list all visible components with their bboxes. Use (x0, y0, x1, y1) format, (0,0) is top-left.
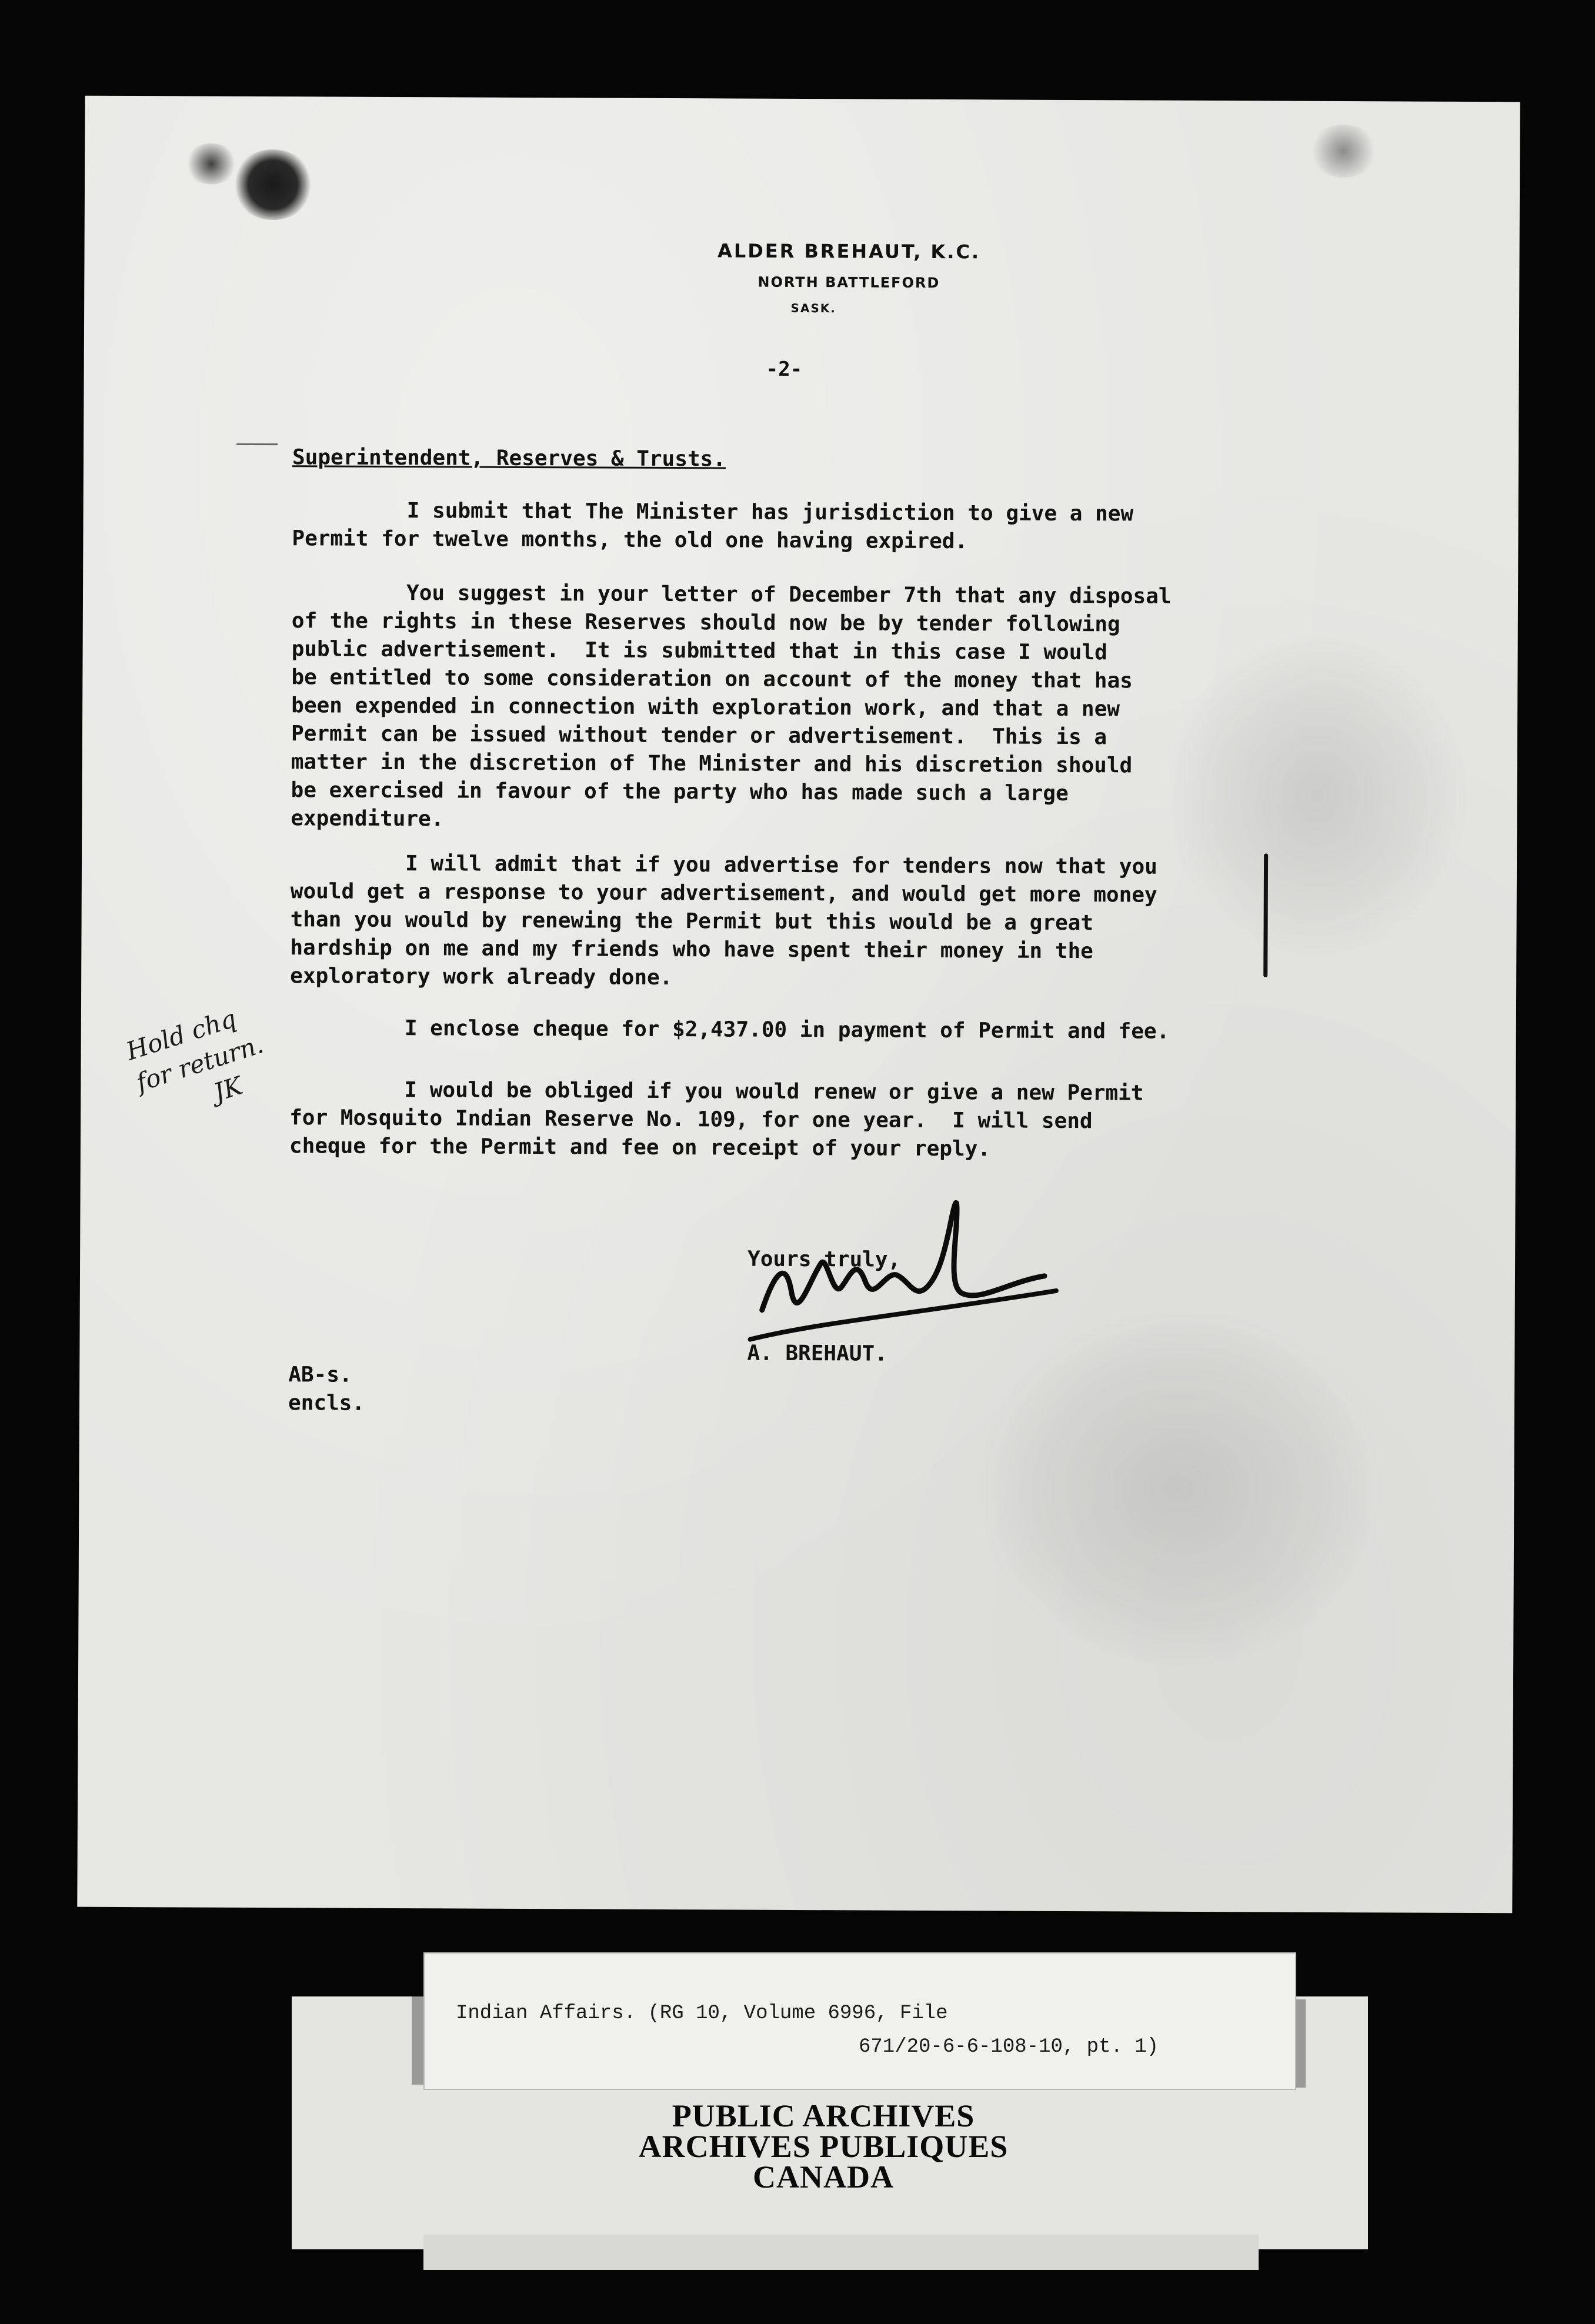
paragraph-tender: You suggest in your letter of December 7th that any disposal of the rights in these Reserves should now be by tender following public advertisement. It is submitted that in this case I would be entitled to some consideration on account of the money that has been expended in connection with exploration work, and that a new Permit can be issued without tender or advertisement. This is a matter in the discretion of The Minister and his discretion should be exercised in favour of the party who has made such a large expenditure. (291, 580, 1172, 832)
faded-stamp-upper (1163, 630, 1470, 960)
page-number: -2- (766, 357, 803, 382)
letter-page (77, 96, 1520, 1914)
ink-smudge (185, 143, 238, 184)
letterhead-province: SASK. (790, 300, 836, 316)
archives-stamp-line-2: ARCHIVES PUBLIQUES (638, 2129, 1009, 2164)
signature (738, 1187, 1068, 1364)
margin-mark (236, 443, 278, 445)
paper-damage (1308, 125, 1379, 178)
paragraph-cheque: I enclose cheque for $2,437.00 in payment of Permit and fee. (289, 1016, 1170, 1044)
paragraph-jurisdiction: I submit that The Minister has jurisdiction to give a new Permit for twelve months, the old one having expired. (292, 498, 1134, 554)
archives-stamp (529, 2098, 1117, 2195)
letterhead-name: ALDER BREHAUT, K.C. (718, 239, 981, 263)
closing: Yours truly, (748, 1247, 901, 1272)
archives-stamp-line-3: CANADA (753, 2159, 894, 2195)
archive-reference-line-1: Indian Affairs. (RG 10, Volume 6996, File (456, 2002, 948, 2025)
archives-stamp-line-1: PUBLIC ARCHIVES (672, 2098, 975, 2133)
archive-reference-line-2: 671/20-6-6-108-10, pt. 1) (859, 2036, 1159, 2058)
label-lower-strip (423, 2235, 1259, 2270)
paragraph-admission: I will admit that if you advertise for tenders now that you would get a response to your advertisement, and would get more money than you would by renewing the Permit but this would be a great hardship on me and my friends who have spent their money in the exploratory work already done. (290, 851, 1157, 990)
paragraph-request: I would be obliged if you would renew or give a new Permit for Mosquito Indian Reserve No. 109, for one year. I will send cheque for the Permit and fee on receipt of your reply. (289, 1077, 1144, 1161)
ink-blot (232, 149, 315, 221)
signer-name: A. BREHAUT. (747, 1341, 887, 1366)
margin-sideline (1263, 853, 1268, 977)
typist-initials: AB-s. encls. (288, 1363, 365, 1415)
handwritten-note: Hold chq for return. JK (122, 1003, 267, 1129)
letterhead-city: NORTH BATTLEFORD (758, 273, 940, 292)
salutation: Superintendent, Reserves & Trusts. (292, 445, 726, 472)
